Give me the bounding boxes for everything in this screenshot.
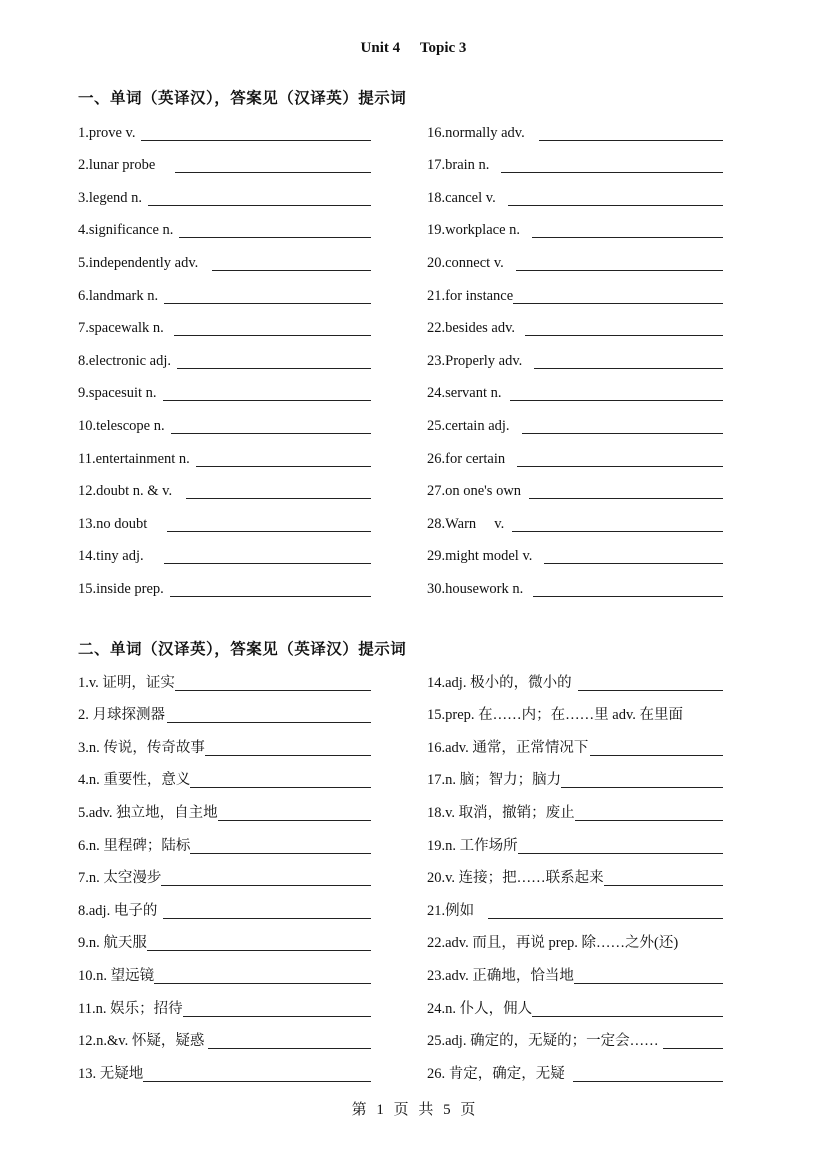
answer-blank[interactable]: [212, 270, 371, 271]
answer-blank[interactable]: [573, 1081, 723, 1082]
vocab-prompt: 13.no doubt: [78, 515, 148, 532]
vocab-row: [427, 695, 723, 728]
vocab-prompt: 3.legend n.: [78, 189, 143, 206]
vocab-row: [427, 373, 723, 406]
vocab-row: [78, 145, 371, 178]
page-title: [0, 40, 827, 57]
vocab-prompt: 19.workplace n.: [427, 222, 521, 239]
vocab-row: [78, 988, 371, 1021]
vocab-row: [78, 955, 371, 988]
answer-blank[interactable]: [529, 498, 723, 499]
vocab-row: [78, 568, 371, 601]
answer-blank[interactable]: [525, 335, 723, 336]
vocab-row: [427, 1021, 723, 1054]
vocab-prompt: 12.doubt n. & v.: [78, 483, 173, 500]
vocab-row: [427, 792, 723, 825]
section1-right-column: [427, 112, 723, 601]
vocab-row: [78, 340, 371, 373]
vocab-row: [78, 177, 371, 210]
vocab-prompt: 29.might model v.: [427, 548, 533, 565]
vocab-prompt: 16.adv. 通常，正常情况下: [427, 739, 589, 756]
answer-blank[interactable]: [512, 531, 723, 532]
answer-blank[interactable]: [522, 433, 723, 434]
vocab-prompt: 17.n. 脑；智力；脑力: [427, 772, 562, 789]
answer-blank[interactable]: [539, 140, 723, 141]
vocab-row: [427, 1053, 723, 1086]
vocab-row: [427, 112, 723, 145]
vocab-prompt: 9.spacesuit n.: [78, 385, 157, 402]
answer-blank[interactable]: [164, 563, 371, 564]
answer-blank[interactable]: [164, 303, 371, 304]
answer-blank[interactable]: [533, 596, 723, 597]
answer-blank[interactable]: [205, 755, 371, 756]
vocab-row: [78, 662, 371, 695]
vocab-prompt: 14.tiny adj.: [78, 548, 144, 565]
answer-blank[interactable]: [196, 466, 371, 467]
vocab-row: [78, 1053, 371, 1086]
vocab-prompt: 21.for instance: [427, 287, 514, 304]
vocab-prompt: 19.n. 工作场所: [427, 837, 518, 854]
vocab-prompt: 11.entertainment n.: [78, 450, 190, 467]
vocab-row: [427, 858, 723, 891]
answer-blank[interactable]: [186, 498, 371, 499]
vocab-row: [427, 890, 723, 923]
vocab-row: [427, 923, 723, 956]
answer-blank[interactable]: [574, 983, 723, 984]
answer-blank[interactable]: [143, 1081, 371, 1082]
vocab-prompt: 12.n.&v. 怀疑，疑惑: [78, 1033, 205, 1050]
answer-blank[interactable]: [532, 1016, 723, 1017]
vocab-prompt: 15.inside prep.: [78, 580, 164, 597]
vocab-row: [78, 792, 371, 825]
answer-blank[interactable]: [544, 563, 723, 564]
vocab-prompt: 3.n. 传说，传奇故事: [78, 739, 205, 756]
vocab-row: [78, 503, 371, 536]
answer-blank[interactable]: [177, 368, 371, 369]
vocab-row: [427, 275, 723, 308]
vocab-row: [78, 112, 371, 145]
answer-blank[interactable]: [175, 690, 371, 691]
vocab-prompt: 1.prove v.: [78, 124, 136, 141]
vocab-prompt: 25.adj. 确定的，无疑的；一定会……: [427, 1033, 659, 1050]
answer-blank[interactable]: [161, 885, 371, 886]
answer-blank[interactable]: [163, 918, 371, 919]
vocab-row: [78, 695, 371, 728]
answer-blank[interactable]: [532, 237, 723, 238]
vocab-row: [427, 662, 723, 695]
vocab-row: [427, 340, 723, 373]
vocab-prompt: 4.n. 重要性，意义: [78, 772, 191, 789]
vocab-prompt: 20.connect v.: [427, 254, 504, 271]
vocab-prompt: 24.n. 仆人，佣人: [427, 1000, 533, 1017]
vocab-prompt: 7.n. 太空漫步: [78, 870, 162, 887]
vocab-row: [427, 308, 723, 341]
vocab-prompt: 1.v. 证明，证实: [78, 674, 175, 691]
vocab-row: [427, 471, 723, 504]
vocab-row: [78, 923, 371, 956]
answer-blank[interactable]: [148, 205, 371, 206]
vocab-row: [427, 242, 723, 275]
vocab-prompt: 10.telescope n.: [78, 417, 165, 434]
answer-blank[interactable]: [190, 853, 371, 854]
vocab-row: [78, 760, 371, 793]
vocab-prompt: 23.adv. 正确地，恰当地: [427, 967, 574, 984]
section1-left-column: [78, 112, 371, 601]
answer-blank[interactable]: [218, 820, 371, 821]
vocab-prompt: 25.certain adj.: [427, 417, 510, 434]
vocab-row: [78, 242, 371, 275]
answer-blank[interactable]: [501, 172, 723, 173]
vocab-prompt: 15.prep. 在……内；在……里 adv. 在里面: [427, 707, 684, 724]
vocab-prompt: 6.n. 里程碑；陆标: [78, 837, 191, 854]
vocab-prompt: 18.v. 取消，撤销；废止: [427, 804, 575, 821]
vocab-prompt: 10.n. 望远镜: [78, 967, 155, 984]
vocab-prompt: 9.n. 航天服: [78, 935, 147, 952]
vocab-prompt: 24.servant n.: [427, 385, 502, 402]
answer-blank[interactable]: [171, 433, 371, 434]
answer-blank[interactable]: [147, 950, 371, 951]
answer-blank[interactable]: [663, 1048, 723, 1049]
section2-heading: 二、单词（汉译英），答案见（英译汉）提示词: [78, 641, 407, 658]
vocab-prompt: 16.normally adv.: [427, 124, 525, 141]
section2-left-column: [78, 662, 371, 1086]
vocab-row: [78, 308, 371, 341]
answer-blank[interactable]: [590, 755, 723, 756]
answer-blank[interactable]: [183, 1016, 371, 1017]
vocab-row: [78, 210, 371, 243]
answer-blank[interactable]: [154, 983, 371, 984]
answer-blank[interactable]: [508, 205, 723, 206]
vocab-row: [427, 760, 723, 793]
vocab-prompt: 5.adv. 独立地，自主地: [78, 804, 218, 821]
vocab-prompt: 8.adj. 电子的: [78, 902, 158, 919]
topic-label: Topic 3: [419, 40, 467, 56]
answer-blank[interactable]: [518, 853, 723, 854]
answer-blank[interactable]: [163, 400, 371, 401]
vocab-row: [427, 405, 723, 438]
answer-blank[interactable]: [174, 335, 371, 336]
section1-heading: 一、单词（英译汉），答案见（汉译英）提示词: [78, 90, 407, 107]
vocab-row: [427, 177, 723, 210]
answer-blank[interactable]: [534, 368, 723, 369]
vocab-prompt: 23.Properly adv.: [427, 352, 523, 369]
vocab-row: [78, 405, 371, 438]
vocab-row: [78, 373, 371, 406]
vocab-prompt: 8.electronic adj.: [78, 352, 171, 369]
vocab-row: [427, 955, 723, 988]
answer-blank[interactable]: [516, 270, 723, 271]
vocab-prompt: 26. 肯定，确定，无疑: [427, 1065, 565, 1082]
vocab-row: [78, 438, 371, 471]
vocab-prompt: 7.spacewalk n.: [78, 320, 164, 337]
vocab-prompt: 22.besides adv.: [427, 320, 516, 337]
answer-blank[interactable]: [561, 787, 723, 788]
vocab-prompt: 5.independently adv.: [78, 254, 199, 271]
vocab-row: [78, 536, 371, 569]
vocab-prompt: 22.adv. 而且，再说 prep. 除……之外(还): [427, 935, 679, 952]
vocab-prompt: 28.Warn v.: [427, 515, 505, 532]
vocab-row: [427, 145, 723, 178]
vocab-row: [78, 825, 371, 858]
vocab-row: [427, 727, 723, 760]
vocab-prompt: 17.brain n.: [427, 157, 490, 174]
vocab-row: [427, 438, 723, 471]
answer-blank[interactable]: [175, 172, 371, 173]
answer-blank[interactable]: [604, 885, 723, 886]
vocab-prompt: 2. 月球探测器: [78, 707, 165, 724]
answer-blank[interactable]: [513, 303, 723, 304]
vocab-prompt: 4.significance n.: [78, 222, 174, 239]
answer-blank[interactable]: [167, 722, 371, 723]
vocab-row: [78, 858, 371, 891]
vocab-row: [427, 825, 723, 858]
answer-blank[interactable]: [179, 237, 371, 238]
vocab-prompt: 27.on one's own: [427, 483, 522, 500]
answer-blank[interactable]: [167, 531, 371, 532]
vocab-prompt: 13. 无疑地: [78, 1065, 144, 1082]
vocab-prompt: 2.lunar probe: [78, 157, 156, 174]
answer-blank[interactable]: [170, 596, 371, 597]
vocab-row: [427, 210, 723, 243]
answer-blank[interactable]: [488, 918, 723, 919]
answer-blank[interactable]: [578, 690, 723, 691]
vocab-prompt: 30.housework n.: [427, 580, 524, 597]
answer-blank[interactable]: [510, 400, 724, 401]
vocab-row: [78, 471, 371, 504]
vocab-row: [427, 568, 723, 601]
vocab-prompt: 18.cancel v.: [427, 189, 496, 206]
answer-blank[interactable]: [575, 820, 723, 821]
answer-blank[interactable]: [141, 140, 371, 141]
vocab-row: [427, 988, 723, 1021]
vocab-row: [78, 890, 371, 923]
answer-blank[interactable]: [208, 1048, 371, 1049]
section2-right-column: [427, 662, 723, 1086]
vocab-prompt: 20.v. 连接；把……联系起来: [427, 870, 604, 887]
vocab-prompt: 14.adj. 极小的，微小的: [427, 674, 572, 691]
vocab-row: [78, 1021, 371, 1054]
vocab-row: [78, 275, 371, 308]
unit-label: Unit 4: [360, 40, 401, 56]
vocab-prompt: 26.for certain: [427, 450, 506, 467]
answer-blank[interactable]: [190, 787, 371, 788]
vocab-row: [78, 727, 371, 760]
page-footer: 第 1 页 共 5 页: [351, 1102, 476, 1118]
vocab-row: [427, 536, 723, 569]
vocab-row: [427, 503, 723, 536]
vocab-prompt: 6.landmark n.: [78, 287, 159, 304]
vocab-prompt: 21.例如: [427, 902, 475, 919]
vocab-prompt: 11.n. 娱乐；招待: [78, 1000, 183, 1017]
answer-blank[interactable]: [517, 466, 723, 467]
